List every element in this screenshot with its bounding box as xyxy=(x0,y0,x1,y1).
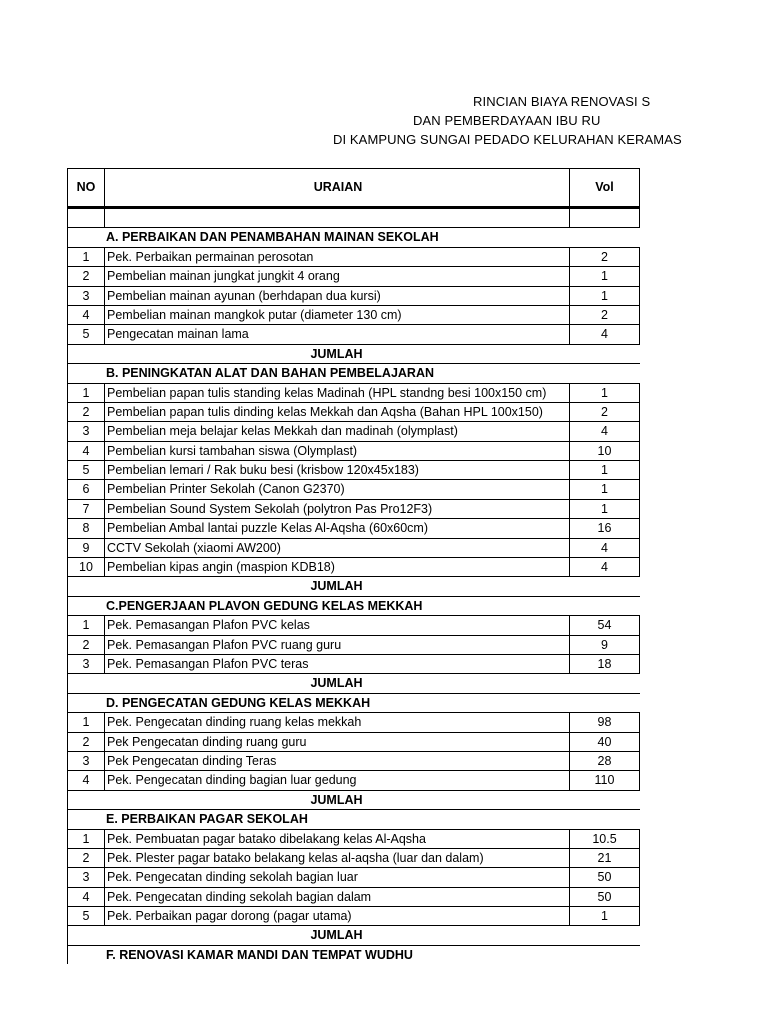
section-title: C.PENGERJAAN PLAVON GEDUNG KELAS MEKKAH xyxy=(106,598,423,613)
item-no: 2 xyxy=(67,403,104,421)
item-no: 4 xyxy=(67,306,104,324)
item-vol: 10 xyxy=(569,442,640,460)
item-vol: 1 xyxy=(569,267,640,285)
item-vol: 50 xyxy=(569,868,640,886)
item-uraian: Pek. Pengecatan dinding sekolah bagian luar xyxy=(104,868,569,886)
item-uraian: Pembelian papan tulis standing kelas Madinah (HPL standng besi 100x150 cm) xyxy=(104,384,569,402)
item-uraian: Pembelian Printer Sekolah (Canon G2370) xyxy=(104,480,569,498)
table-row xyxy=(67,403,640,422)
item-no: 5 xyxy=(67,325,104,343)
total-row xyxy=(67,926,640,945)
item-no: 5 xyxy=(67,907,104,925)
item-no: 8 xyxy=(67,519,104,537)
table-row xyxy=(67,442,640,461)
item-vol: 50 xyxy=(569,888,640,906)
item-no: 3 xyxy=(67,752,104,770)
section-row xyxy=(67,228,640,247)
table-row xyxy=(67,500,640,519)
section-row xyxy=(67,810,640,829)
item-no: 2 xyxy=(67,267,104,285)
doc-title-line-2: DAN PEMBERDAYAAN IBU RU xyxy=(413,113,601,128)
item-uraian: Pembelian papan tulis dinding kelas Mekkah dan Aqsha (Bahan HPL 100x150) xyxy=(104,403,569,421)
item-no: 1 xyxy=(67,713,104,731)
item-uraian: Pek Pengecatan dinding ruang guru xyxy=(104,733,569,751)
item-no: 5 xyxy=(67,461,104,479)
section-title: B. PENINGKATAN ALAT DAN BAHAN PEMBELAJARAN xyxy=(106,366,435,381)
table-row xyxy=(67,830,640,849)
item-vol: 4 xyxy=(569,539,640,557)
section-title: D. PENGECATAN GEDUNG KELAS MEKKAH xyxy=(106,695,371,710)
item-vol: 4 xyxy=(569,422,640,440)
item-uraian: Pek. Pemasangan Plafon PVC kelas xyxy=(104,616,569,634)
item-vol: 1 xyxy=(569,907,640,925)
table-row xyxy=(67,713,640,732)
item-vol: 21 xyxy=(569,849,640,867)
item-no: 1 xyxy=(67,248,104,266)
doc-title-line-3: DI KAMPUNG SUNGAI PEDADO KELURAHAN KERAMAS xyxy=(333,132,682,147)
table-row xyxy=(67,616,640,635)
item-vol: 98 xyxy=(569,713,640,731)
item-no: 9 xyxy=(67,539,104,557)
total-row xyxy=(67,791,640,810)
item-uraian: CCTV Sekolah (xiaomi AW200) xyxy=(104,539,569,557)
item-no: 7 xyxy=(67,500,104,518)
section-title: A. PERBAIKAN DAN PENAMBAHAN MAINAN SEKOLAH xyxy=(106,230,439,245)
item-no: 3 xyxy=(67,655,104,673)
item-no: 1 xyxy=(67,830,104,848)
doc-title-line-1: RINCIAN BIAYA RENOVASI S xyxy=(473,94,651,109)
item-vol: 40 xyxy=(569,733,640,751)
item-uraian: Pek. Perbaikan pagar dorong (pagar utama) xyxy=(104,907,569,925)
item-no: 1 xyxy=(67,384,104,402)
table-row xyxy=(67,849,640,868)
table-row xyxy=(67,267,640,286)
cost-table xyxy=(67,168,640,964)
item-vol: 4 xyxy=(569,325,640,343)
blank-row xyxy=(67,209,640,228)
header-no: NO xyxy=(67,169,104,206)
total-row xyxy=(67,674,640,693)
item-vol: 1 xyxy=(569,287,640,305)
item-no: 2 xyxy=(67,636,104,654)
total-label: JUMLAH xyxy=(310,346,363,361)
section-row xyxy=(67,364,640,383)
table-row xyxy=(67,306,640,325)
table-row xyxy=(67,519,640,538)
item-uraian: Pek. Pemasangan Plafon PVC teras xyxy=(104,655,569,673)
item-uraian: Pembelian mainan mangkok putar (diameter 130 cm) xyxy=(104,306,569,324)
item-uraian: Pembelian mainan jungkat jungkit 4 orang xyxy=(104,267,569,285)
item-vol: 2 xyxy=(569,248,640,266)
table-row xyxy=(67,655,640,674)
item-no: 6 xyxy=(67,480,104,498)
item-vol: 16 xyxy=(569,519,640,537)
item-vol: 110 xyxy=(569,771,640,789)
item-uraian: Pek. Pengecatan dinding sekolah bagian dalam xyxy=(104,888,569,906)
table-row xyxy=(67,868,640,887)
item-vol: 1 xyxy=(569,480,640,498)
item-uraian: Pek. Plester pagar batako belakang kelas al-aqsha (luar dan dalam) xyxy=(104,849,569,867)
table-row xyxy=(67,539,640,558)
item-no: 2 xyxy=(67,733,104,751)
item-vol: 1 xyxy=(569,500,640,518)
item-uraian: Pembelian Ambal lantai puzzle Kelas Al-Aqsha (60x60cm) xyxy=(104,519,569,537)
total-row xyxy=(67,345,640,364)
table-row xyxy=(67,771,640,790)
item-no: 3 xyxy=(67,868,104,886)
section-title: F. RENOVASI KAMAR MANDI DAN TEMPAT WUDHU xyxy=(106,947,413,962)
item-uraian: Pek. Pengecatan dinding ruang kelas mekkah xyxy=(104,713,569,731)
table-body xyxy=(67,228,640,964)
table-row xyxy=(67,248,640,267)
item-no: 2 xyxy=(67,849,104,867)
table-row xyxy=(67,384,640,403)
total-label: JUMLAH xyxy=(310,928,363,943)
table-header xyxy=(67,168,640,209)
item-uraian: Pembelian Sound System Sekolah (polytron Pas Pro12F3) xyxy=(104,500,569,518)
section-title: E. PERBAIKAN PAGAR SEKOLAH xyxy=(106,812,308,827)
item-uraian: Pek Pengecatan dinding Teras xyxy=(104,752,569,770)
table-row xyxy=(67,287,640,306)
item-vol: 2 xyxy=(569,403,640,421)
total-label: JUMLAH xyxy=(310,579,363,594)
item-no: 3 xyxy=(67,287,104,305)
section-row xyxy=(67,597,640,616)
item-no: 1 xyxy=(67,616,104,634)
item-uraian: Pek. Pembuatan pagar batako dibelakang kelas Al-Aqsha xyxy=(104,830,569,848)
table-row xyxy=(67,558,640,577)
item-vol: 1 xyxy=(569,461,640,479)
table-row xyxy=(67,636,640,655)
section-row xyxy=(67,694,640,713)
table-row xyxy=(67,888,640,907)
total-row xyxy=(67,577,640,596)
table-row xyxy=(67,422,640,441)
item-no: 4 xyxy=(67,442,104,460)
table-row xyxy=(67,752,640,771)
section-row xyxy=(67,946,640,964)
item-vol: 2 xyxy=(569,306,640,324)
item-no: 4 xyxy=(67,888,104,906)
header-vol: Vol xyxy=(569,169,640,206)
table-row xyxy=(67,733,640,752)
item-no: 10 xyxy=(67,558,104,576)
item-uraian: Pembelian meja belajar kelas Mekkah dan madinah (olymplast) xyxy=(104,422,569,440)
item-uraian: Pengecatan mainan lama xyxy=(104,325,569,343)
item-vol: 4 xyxy=(569,558,640,576)
item-uraian: Pek. Pemasangan Plafon PVC ruang guru xyxy=(104,636,569,654)
table-row xyxy=(67,461,640,480)
item-vol: 9 xyxy=(569,636,640,654)
item-uraian: Pembelian kipas angin (maspion KDB18) xyxy=(104,558,569,576)
table-row xyxy=(67,480,640,499)
total-label: JUMLAH xyxy=(310,792,363,807)
item-uraian: Pembelian lemari / Rak buku besi (krisbow 120x45x183) xyxy=(104,461,569,479)
table-row xyxy=(67,325,640,344)
item-vol: 54 xyxy=(569,616,640,634)
item-no: 3 xyxy=(67,422,104,440)
item-uraian: Pek. Perbaikan permainan perosotan xyxy=(104,248,569,266)
table-row xyxy=(67,907,640,926)
item-no: 4 xyxy=(67,771,104,789)
item-vol: 18 xyxy=(569,655,640,673)
item-uraian: Pek. Pengecatan dinding bagian luar gedung xyxy=(104,771,569,789)
header-uraian: URAIAN xyxy=(104,169,569,206)
item-vol: 10.5 xyxy=(569,830,640,848)
total-label: JUMLAH xyxy=(310,676,363,691)
item-vol: 28 xyxy=(569,752,640,770)
item-uraian: Pembelian kursi tambahan siswa (Olymplast) xyxy=(104,442,569,460)
item-vol: 1 xyxy=(569,384,640,402)
item-uraian: Pembelian mainan ayunan (berhdapan dua kursi) xyxy=(104,287,569,305)
